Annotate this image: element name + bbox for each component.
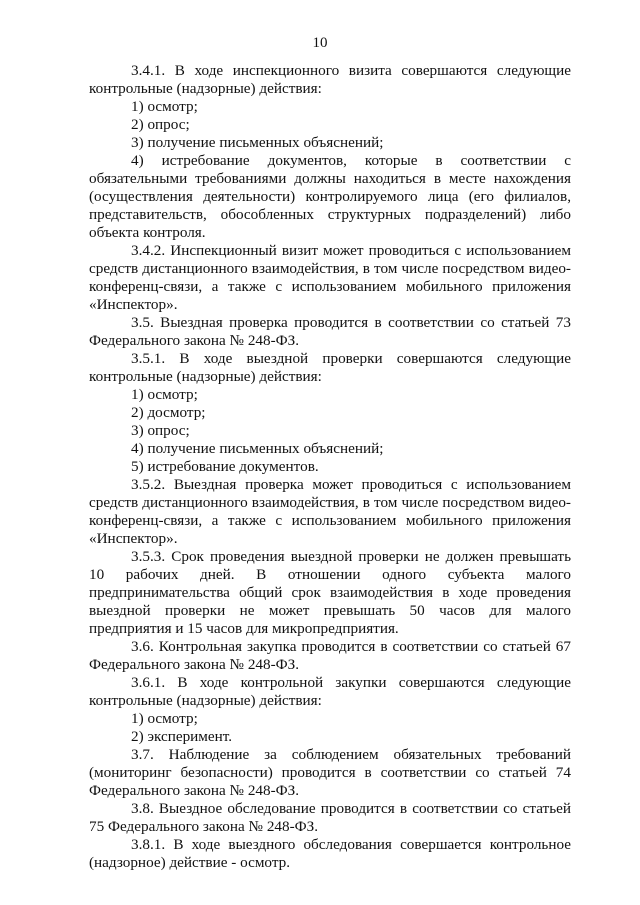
list-item: 4) истребование документов, которые в соответствии с обязательными требованиями должны находиться в месте нахождения (осуществления деятельности) контролируемого лица (его филиалов, представительств, обособленных структурных подразделений) либо объекта контроля. bbox=[89, 152, 571, 241]
list-item: 3) получение письменных объяснений; bbox=[131, 134, 384, 151]
paragraph-3-8: 3.8. Выездное обследование проводится в соответствии со статьей 75 Федерального закона № 248-ФЗ. bbox=[89, 800, 571, 835]
list-item: 1) осмотр; bbox=[131, 98, 198, 115]
list-item: 5) истребование документов. bbox=[131, 458, 319, 475]
paragraph-3-5-2: 3.5.2. Выездная проверка может проводиться с использованием средств дистанционного взаимодействия, в том числе посредством видео-конференц-связи, а также с использованием мобильного приложения «Инспектор». bbox=[89, 476, 571, 547]
list-item: 2) опрос; bbox=[131, 116, 190, 133]
document-body bbox=[89, 62, 571, 872]
paragraph-3-7: 3.7. Наблюдение за соблюдением обязательных требований (мониторинг безопасности) проводится в соответствии со статьей 74 Федерального закона № 248-ФЗ. bbox=[89, 746, 571, 799]
paragraph-3-8-1: 3.8.1. В ходе выездного обследования совершается контрольное (надзорное) действие - осмотр. bbox=[89, 836, 571, 871]
paragraph-3-6: 3.6. Контрольная закупка проводится в соответствии со статьей 67 Федерального закона № 248-ФЗ. bbox=[89, 638, 571, 673]
list-item: 2) досмотр; bbox=[131, 404, 206, 421]
page-number: 10 bbox=[312, 35, 328, 51]
paragraph-3-5-3: 3.5.3. Срок проведения выездной проверки не должен превышать 10 рабочих дней. В отношении одного субъекта малого предпринимательства общий срок взаимодействия в ходе проведения выездной проверки не может превышать 50 часов для малого предприятия и 15 часов для микропредприятия. bbox=[89, 548, 571, 637]
list-item: 3) опрос; bbox=[131, 422, 190, 439]
list-item: 2) эксперимент. bbox=[131, 728, 233, 745]
paragraph-3-5-1: 3.5.1. В ходе выездной проверки совершаются следующие контрольные (надзорные) действия: bbox=[89, 350, 571, 385]
list-item: 1) осмотр; bbox=[131, 710, 198, 727]
list-item: 4) получение письменных объяснений; bbox=[131, 440, 384, 457]
paragraph-3-4-1: 3.4.1. В ходе инспекционного визита совершаются следующие контрольные (надзорные) действия: bbox=[89, 62, 571, 97]
list-item: 1) осмотр; bbox=[131, 386, 198, 403]
paragraph-3-6-1: 3.6.1. В ходе контрольной закупки совершаются следующие контрольные (надзорные) действия: bbox=[89, 674, 571, 709]
paragraph-3-4-2: 3.4.2. Инспекционный визит может проводиться с использованием средств дистанционного взаимодействия, в том числе посредством видео-конференц-связи, а также с использованием мобильного приложения «Инспектор». bbox=[89, 242, 571, 313]
paragraph-3-5: 3.5. Выездная проверка проводится в соответствии со статьей 73 Федерального закона № 248-ФЗ. bbox=[89, 314, 571, 349]
